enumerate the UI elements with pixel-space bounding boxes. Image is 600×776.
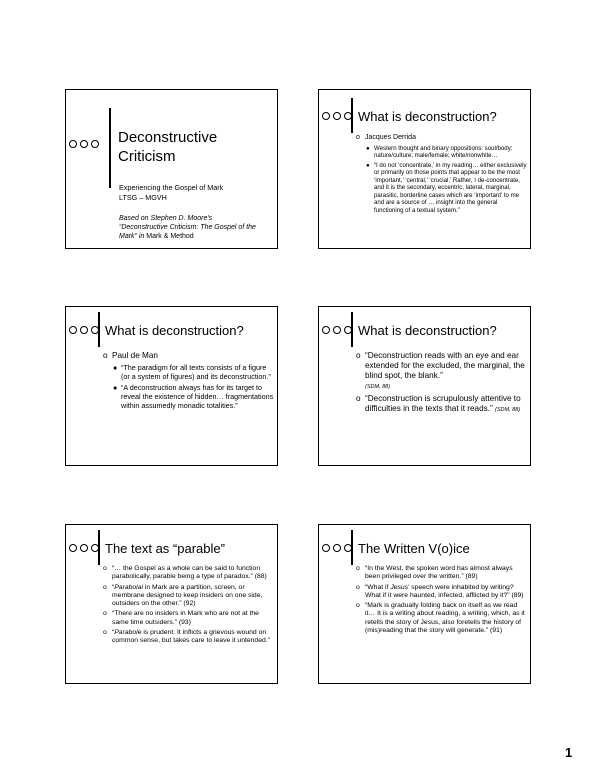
page-number: 1 — [565, 745, 573, 760]
divider-bar — [351, 530, 353, 565]
slide-3 — [65, 306, 278, 466]
circle-icon — [80, 544, 88, 552]
divider-bar — [109, 108, 111, 188]
divider-bar — [351, 98, 353, 133]
slide-body — [356, 351, 528, 417]
slide-source: Based on Stephen D. Moore's “Deconstructive Criticism: The Gospel of the Mark” in Mark & Method — [119, 215, 256, 240]
slide-circles — [69, 140, 99, 148]
divider-bar — [98, 312, 100, 347]
slide-circles — [69, 326, 99, 334]
slide-circles — [322, 326, 352, 334]
list-item: o “… the Gospel as a whole can be said to function parabolically, parable being a type of paradox.” (88) — [103, 565, 267, 581]
circle-icon — [333, 544, 341, 552]
list-item: o “Mark is gradually folding back on itself as we read it… It is a writing about reading, a writing, which, as it retells the story of Jesus, also foretells the history of (mis)reading that the story will generate.” (91) — [356, 602, 525, 635]
slide-body — [356, 565, 528, 637]
list-subitem: ● “A deconstruction always has for its target to reveal the existence of hidden… fragmentations within assumedly monadic totalities.” — [113, 383, 274, 410]
circle-icon — [91, 140, 99, 148]
slide-title: Deconstructive Criticism — [118, 129, 218, 165]
slide-subtitle: Experiencing the Gospel of Mark LTSG – MGVH — [119, 183, 224, 202]
slide-title: The Written V(o)ice — [358, 541, 470, 556]
slide-body — [103, 351, 275, 412]
list-item: o “Parabole is prudent. It inflicts a grievous wound on common sense, but takes care to leave it untended.” — [103, 629, 270, 645]
circle-icon — [322, 544, 330, 552]
slide-2 — [318, 89, 531, 249]
list-item: o “Deconstruction is scrupulously attentive to difficulties in the texts that it reads.” (SDM, 88) — [356, 394, 521, 413]
slide-1 — [65, 89, 278, 249]
list-item: o “In the West, the spoken word has almost always been privileged over the written.” (89) — [356, 565, 513, 581]
circle-icon — [322, 112, 330, 120]
list-subitem: ● “I do not ‘concentrate,’ in my reading… either exclusively or primarily on those points that appear to be the most ‘important,’ ‘central,’ ‘crucial.’ Rather, I de-concentrate, and it is the secondary, eccentric, lateral, marginal, parasitic, borderline cases which are ‘important’ to me and are a source of … insight into the general functioning of a textual system.” — [366, 161, 527, 214]
list-subitem: ● “The paradigm for all texts consists of a figure (or a system of figures) and its deconstruction.” — [113, 363, 271, 381]
divider-bar — [351, 312, 353, 347]
circle-icon — [80, 140, 88, 148]
slide-circles — [322, 112, 352, 120]
circle-icon — [69, 140, 77, 148]
slide-circles — [322, 544, 352, 552]
circle-icon — [322, 326, 330, 334]
slide-title: What is deconstruction? — [358, 109, 497, 124]
list-item: o “Deconstruction reads with an eye and ear extended for the excluded, the marginal, the blind spot, the blank.” (SDM, 88) — [356, 351, 525, 390]
list-item: o Paul de Man — [103, 351, 158, 360]
list-item: o “There are no insiders in Mark who are not at the same time outsiders.” (93) — [103, 610, 259, 626]
slide-4 — [318, 306, 531, 466]
list-item: o “What if Jesus’ speech were inhabited by writing? What if it were haunted, infected, afflicted by it?” (89) — [356, 583, 524, 599]
circle-icon — [69, 326, 77, 334]
slide-6 — [318, 524, 531, 684]
circle-icon — [333, 112, 341, 120]
slide-title: What is deconstruction? — [358, 323, 497, 338]
slide-title: What is deconstruction? — [105, 323, 244, 338]
circle-icon — [80, 326, 88, 334]
circle-icon — [333, 326, 341, 334]
slide-5 — [65, 524, 278, 684]
list-item: o “Parabolai in Mark are a partition, screen, or membrane designed to keep insiders on one side, outsiders on the other.” (92) — [103, 583, 263, 608]
slide-body — [103, 565, 275, 648]
slide-circles — [69, 544, 99, 552]
circle-icon — [69, 544, 77, 552]
divider-bar — [98, 530, 100, 565]
slide-title: The text as “parable” — [105, 541, 225, 556]
list-item: o Jacques Derrida — [356, 134, 416, 141]
slide-body — [356, 134, 528, 216]
list-subitem: ● Western thought and binary oppositions: soul/body; nature/culture; male/female; white/nonwhite… — [366, 144, 513, 160]
